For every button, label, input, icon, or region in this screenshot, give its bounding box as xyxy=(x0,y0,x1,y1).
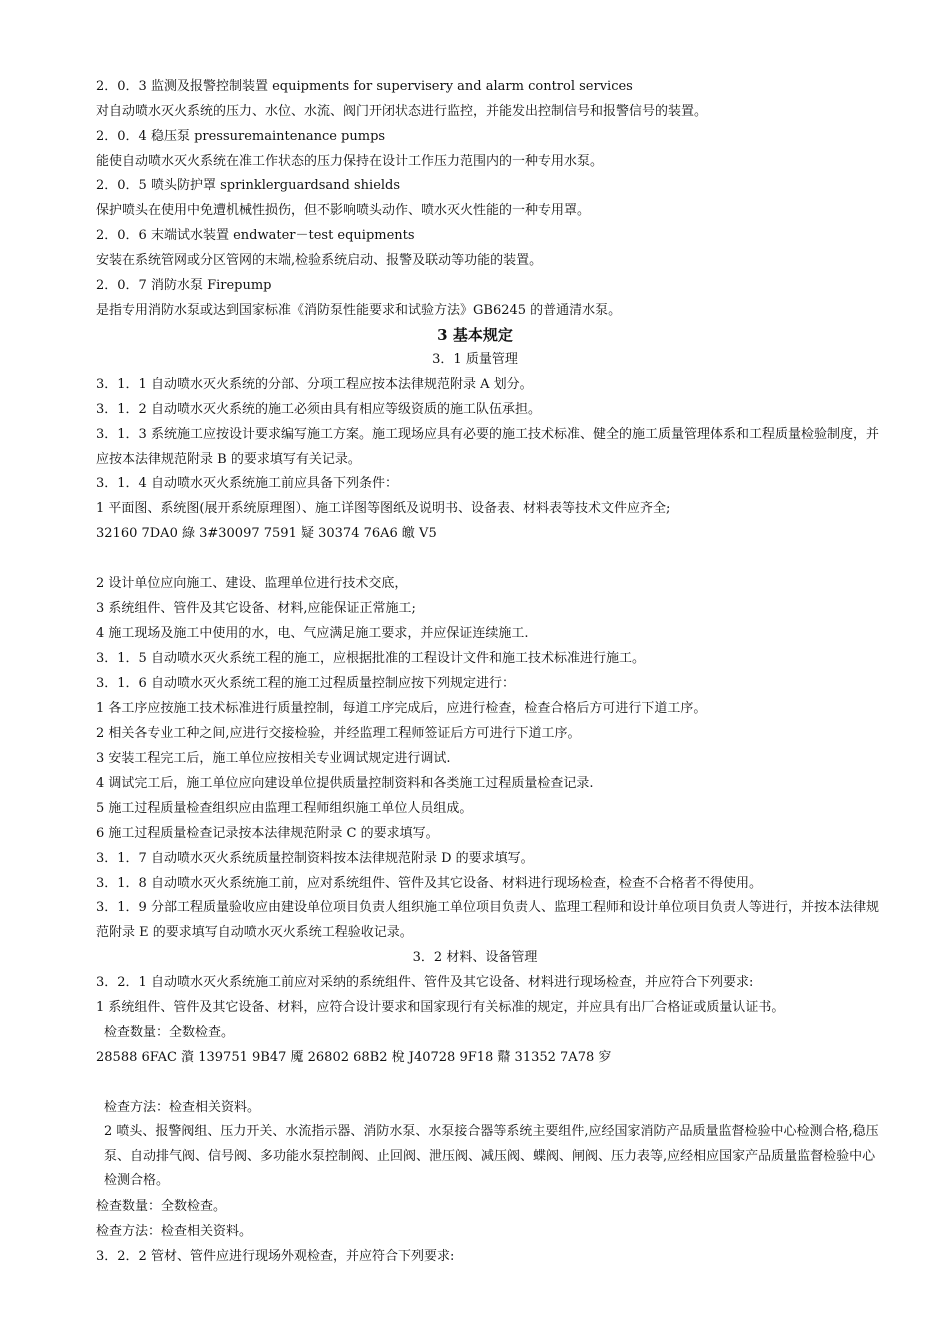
clause-3-1-6-item-5: 5 施工过程质量检查组织应由监理工程师组织施工单位人员组成。 xyxy=(96,801,473,816)
clause-3-1-4-item-4: 4 施工现场及施工中使用的水，电、气应满足施工要求，并应保证连续施工. xyxy=(96,626,529,641)
clause-3-1-6: 3．1．6 自动喷水灭火系统工程的施工过程质量控制应按下列规定进行： xyxy=(96,676,515,691)
clause-3-1-5: 3．1．5 自动喷水灭火系统工程的施工，应根据批准的工程设计文件和施工技术标准进行施工。 xyxy=(96,651,645,666)
clause-3-1-2: 3．1．2 自动喷水灭火系统的施工必须由具有相应等级资质的施工队伍承担。 xyxy=(96,402,541,417)
section-3-2-heading: 3．2 材料、设备管理 xyxy=(412,950,538,965)
clause-3-1-6-item-2: 2 相关各专业工种之间,应进行交接检验，并经监理工程师签证后方可进行下道工序。 xyxy=(96,726,581,741)
clause-3-1-6-item-3: 3 安装工程完工后，施工单位应按相关专业调试规定进行调试. xyxy=(96,751,451,766)
clause-3-1-8: 3．1．8 自动喷水灭火系统施工前，应对系统组件、管件及其它设备、材料进行现场检查，检查不合格者不得使用。 xyxy=(96,876,762,891)
clause-3-2-1-item-1: 1 系统组件、管件及其它设备、材料，应符合设计要求和国家现行有关标准的规定，并应具有出厂合格证或质量认证书。 xyxy=(96,1000,785,1015)
clause-3-1-7: 3．1．7 自动喷水灭火系统质量控制资料按本法律规范附录 D 的要求填写。 xyxy=(96,851,534,866)
clause-3-1-3 xyxy=(68,423,886,472)
clause-3-1-4-item-1: 1 平面图、系统图(展开系统原理图）、施工详图等图纸及说明书、设备表、材料表等技术文件应齐全; xyxy=(96,501,671,516)
clause-3-2-2: 3．2．2 管材、管件应进行现场外观检查，并应符合下列要求: xyxy=(96,1249,455,1264)
garbled-code-line-2: 28588 6FAC 澬 139751 9B47 魇 26802 68B2 梲 J40728 9F18 鼘 31352 7A78 穸 xyxy=(96,1050,612,1065)
clause-2-0-6-text: 安装在系统管网或分区管网的末端,检验系统启动、报警及联动等功能的装置。 xyxy=(96,253,543,268)
clause-3-1-4: 3．1．4 自动喷水灭火系统施工前应具备下列条件： xyxy=(96,476,398,491)
clause-3-1-6-item-1: 1 各工序应按施工技术标准进行质量控制，每道工序完成后，应进行检查，检查合格后方可进行下道工序。 xyxy=(96,701,707,716)
clause-2-0-3: 2．0．3 监测及报警控制装置 equipments for supervisery and alarm control services xyxy=(96,79,633,94)
clause-2-0-7-text: 是指专用消防水泵或达到国家标准《消防泵性能要求和试验方法》GB6245 的普通清水泵。 xyxy=(96,303,622,318)
clause-3-1-4-item-2: 2 设计单位应向施工、建设、监理单位进行技术交底， xyxy=(96,576,408,591)
clause-3-2-1-item-2 xyxy=(68,1120,886,1194)
clause-2-0-4: 2．0．4 稳压泵 pressuremaintenance pumps xyxy=(96,129,386,144)
clause-3-1-4-item-3: 3 系统组件、管件及其它设备、材料,应能保证正常施工; xyxy=(96,601,416,616)
clause-3-1-9 xyxy=(68,896,886,945)
clause-2-0-3-text: 对自动喷水灭火系统的压力、水位、水流、阀门开闭状态进行监控，并能发出控制信号和报警信号的装置。 xyxy=(96,104,708,119)
chapter-3-heading: 3 基本规定 xyxy=(437,326,513,344)
inspection-quantity-2: 检查数量：全数检查。 xyxy=(96,1199,227,1214)
clause-3-1-6-item-6: 6 施工过程质量检查记录按本法律规范附录 C 的要求填写。 xyxy=(96,826,439,841)
clause-3-1-3-text: 3．1．3 系统施工应按设计要求编写施工方案。施工现场应具有必要的施工技术标准、健全的施工质量管理体系和工程质量检验制度，并应按本法律规范附录 B 的要求填写有关记录。 xyxy=(96,427,879,467)
clause-2-0-7: 2．0．7 消防水泵 Firepump xyxy=(96,278,272,293)
clause-2-0-5: 2．0．5 喷头防护罩 sprinklerguardsand shields xyxy=(96,178,401,193)
inspection-method-2: 检查方法：检查相关资料。 xyxy=(96,1224,253,1239)
clause-3-2-1: 3．2．1 自动喷水灭火系统施工前应对采纳的系统组件、管件及其它设备、材料进行现场检查，并应符合下列要求: xyxy=(96,975,754,990)
section-3-1-heading: 3．1 质量管理 xyxy=(432,352,518,367)
clause-3-1-1: 3．1．1 自动喷水灭火系统的分部、分项工程应按本法律规范附录 A 划分。 xyxy=(96,377,533,392)
inspection-quantity-1: 检查数量：全数检查。 xyxy=(104,1025,235,1040)
garbled-code-line-1: 32160 7DA0 綠 3#30097 7591 疑 30374 76A6 皦 V5 xyxy=(96,526,437,541)
clause-3-1-6-item-4: 4 调试完工后，施工单位应向建设单位提供质量控制资料和各类施工过程质量检查记录. xyxy=(96,776,594,791)
clause-3-2-1-item-2-text: 2 喷头、报警阀组、压力开关、水流指示器、消防水泵、水泵接合器等系统主要组件,应经国家消防产品质量监督检验中心检测合格,稳压泵、自动排气阀、信号阀、多功能水泵控制阀、止回阀、泄压阀、减压阀、蝶阀、闸阀、压力表等,应经相应国家产品质量监督检验中心检测合格。 xyxy=(104,1124,879,1188)
clause-2-0-6: 2．0．6 末端试水装置 endwater－test equipments xyxy=(96,228,415,243)
clause-3-1-9-text: 3．1．9 分部工程质量验收应由建设单位项目负责人组织施工单位项目负责人、监理工程师和设计单位项目负责人等进行，并按本法律规范附录 E 的要求填写自动喷水灭火系统工程验收记录。 xyxy=(96,900,879,940)
inspection-method-1: 检查方法：检查相关资料。 xyxy=(104,1100,261,1115)
clause-2-0-4-text: 能使自动喷水灭火系统在准工作状态的压力保持在设计工作压力范围内的一种专用水泵。 xyxy=(96,154,604,169)
clause-2-0-5-text: 保护喷头在使用中免遭机械性损伤，但不影响喷头动作、喷水灭火性能的一种专用罩。 xyxy=(96,203,591,218)
